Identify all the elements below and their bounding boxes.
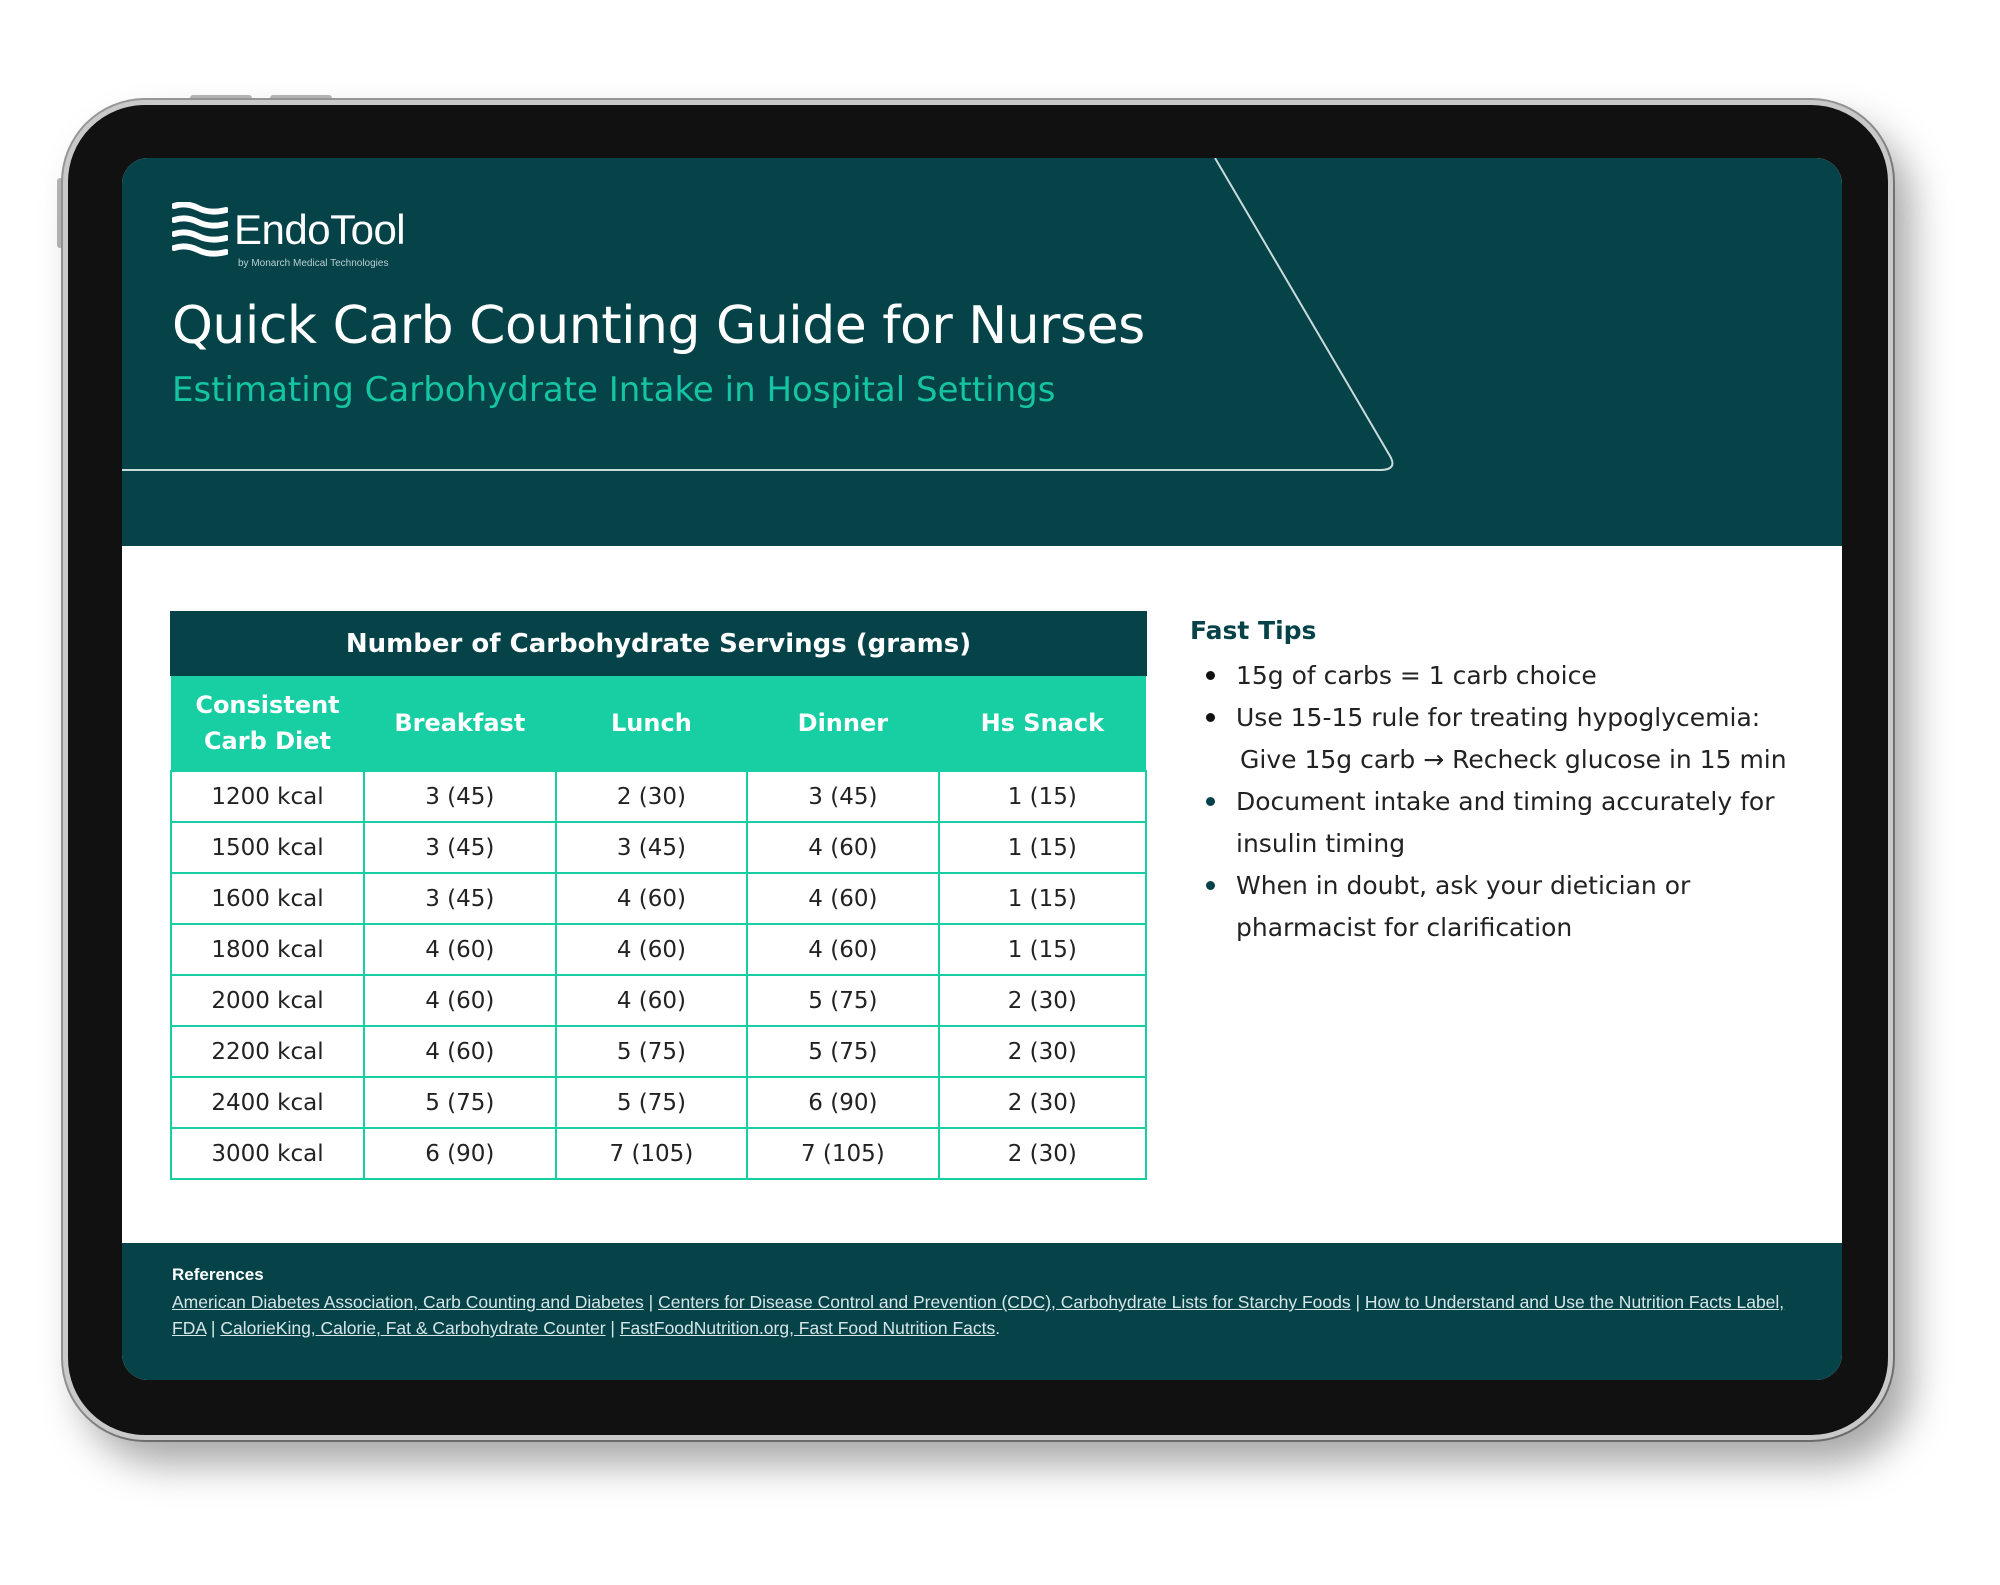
table-row	[171, 1077, 1146, 1128]
serving-cell: 2 (30)	[939, 1077, 1146, 1128]
reference-link[interactable]: CalorieKing, Calorie, Fat & Carbohydrate Counter	[220, 1318, 606, 1338]
fast-tips-panel	[1190, 616, 1810, 949]
column-header: Lunch	[556, 675, 747, 771]
diet-kcal-cell: 2000 kcal	[171, 975, 364, 1026]
diet-kcal-cell: 1200 kcal	[171, 771, 364, 822]
tip-text-continuation: insulin timing	[1236, 829, 1406, 858]
serving-cell: 3 (45)	[364, 873, 556, 924]
tip-item	[1190, 865, 1810, 949]
serving-cell: 2 (30)	[556, 771, 747, 822]
reference-separator: |	[1355, 1292, 1361, 1312]
serving-cell: 4 (60)	[556, 975, 747, 1026]
brand-tagline: by Monarch Medical Technologies	[238, 258, 389, 269]
serving-cell: 6 (90)	[747, 1077, 939, 1128]
reference-link[interactable]: How to Understand and Use the Nutrition Facts Label, FDA	[172, 1292, 1785, 1338]
column-header: Breakfast	[364, 675, 556, 771]
serving-cell: 5 (75)	[747, 1026, 939, 1077]
reference-link[interactable]: FastFoodNutrition.org, Fast Food Nutrition Facts	[619, 1318, 996, 1338]
carb-servings-table	[170, 611, 1147, 1180]
table-row	[171, 1128, 1146, 1179]
serving-cell: 5 (75)	[556, 1077, 747, 1128]
serving-cell: 6 (90)	[364, 1128, 556, 1179]
fast-tips-heading: Fast Tips	[1190, 616, 1317, 645]
reference-separator: |	[610, 1318, 615, 1338]
serving-cell: 2 (30)	[939, 1026, 1146, 1077]
serving-cell: 3 (45)	[556, 822, 747, 873]
serving-cell: 1 (15)	[939, 873, 1146, 924]
table-row	[171, 924, 1146, 975]
serving-cell: 1 (15)	[939, 822, 1146, 873]
serving-cell: 4 (60)	[747, 873, 939, 924]
serving-cell: 5 (75)	[556, 1026, 747, 1077]
bullet-icon	[1206, 671, 1215, 680]
diet-kcal-cell: 1500 kcal	[171, 822, 364, 873]
references-footer	[122, 1243, 1842, 1380]
tip-text-continuation: pharmacist for clarification	[1236, 913, 1573, 942]
references-heading: References	[172, 1265, 264, 1284]
table-header-row	[171, 675, 1146, 771]
table-row	[171, 873, 1146, 924]
column-header: Consistent Carb Diet	[171, 675, 364, 771]
reference-link[interactable]: American Diabetes Association, Carb Counting and Diabetes	[172, 1292, 644, 1312]
diet-kcal-cell: 2400 kcal	[171, 1077, 364, 1128]
tip-item	[1190, 697, 1810, 781]
tip-text: Document intake and timing accurately for	[1236, 787, 1775, 816]
serving-cell: 3 (45)	[364, 771, 556, 822]
header-banner	[122, 158, 1842, 546]
table-row	[171, 1026, 1146, 1077]
table-row	[171, 822, 1146, 873]
reference-end-period: .	[995, 1318, 1001, 1338]
serving-cell: 4 (60)	[556, 873, 747, 924]
tip-text: 15g of carbs = 1 carb choice	[1236, 661, 1597, 690]
serving-cell: 4 (60)	[556, 924, 747, 975]
serving-cell: 3 (45)	[747, 771, 939, 822]
tip-text-continuation: Give 15g carb → Recheck glucose in 15 min	[1240, 745, 1787, 774]
tip-item	[1190, 781, 1810, 865]
table-row	[171, 771, 1146, 822]
diet-kcal-cell: 2200 kcal	[171, 1026, 364, 1077]
tablet-screen	[122, 158, 1842, 1380]
bullet-icon	[1206, 713, 1215, 722]
column-header: Dinner	[747, 675, 939, 771]
tip-item	[1190, 655, 1810, 697]
serving-cell: 4 (60)	[364, 975, 556, 1026]
bullet-icon	[1206, 881, 1215, 890]
bullet-icon	[1206, 797, 1215, 806]
serving-cell: 7 (105)	[747, 1128, 939, 1179]
serving-cell: 1 (15)	[939, 771, 1146, 822]
diet-kcal-cell: 3000 kcal	[171, 1128, 364, 1179]
serving-cell: 3 (45)	[364, 822, 556, 873]
serving-cell: 4 (60)	[364, 1026, 556, 1077]
reference-separator: |	[210, 1318, 216, 1338]
reference-link[interactable]: Centers for Disease Control and Prevention (CDC), Carbohydrate Lists for Starchy Foods	[658, 1292, 1351, 1312]
table-row	[171, 975, 1146, 1026]
serving-cell: 2 (30)	[939, 975, 1146, 1026]
serving-cell: 1 (15)	[939, 924, 1146, 975]
reference-separator: |	[648, 1292, 654, 1312]
diet-kcal-cell: 1600 kcal	[171, 873, 364, 924]
serving-cell: 4 (60)	[747, 924, 939, 975]
table-caption: Number of Carbohydrate Servings (grams)	[171, 612, 1146, 675]
serving-cell: 7 (105)	[556, 1128, 747, 1179]
serving-cell: 2 (30)	[939, 1128, 1146, 1179]
serving-cell: 4 (60)	[747, 822, 939, 873]
serving-cell: 5 (75)	[364, 1077, 556, 1128]
tip-text: Use 15-15 rule for treating hypoglycemia:	[1236, 703, 1761, 732]
column-header: Hs Snack	[939, 675, 1146, 771]
tip-text: When in doubt, ask your dietician or	[1236, 871, 1691, 900]
references-list	[172, 1289, 1814, 1341]
logo-stripes-icon	[172, 202, 228, 264]
serving-cell: 5 (75)	[747, 975, 939, 1026]
brand-name: EndoTool	[234, 206, 406, 253]
page-subtitle: Estimating Carbohydrate Intake in Hospital Settings	[172, 370, 1056, 410]
serving-cell: 4 (60)	[364, 924, 556, 975]
page-title: Quick Carb Counting Guide for Nurses	[172, 296, 1145, 356]
diet-kcal-cell: 1800 kcal	[171, 924, 364, 975]
